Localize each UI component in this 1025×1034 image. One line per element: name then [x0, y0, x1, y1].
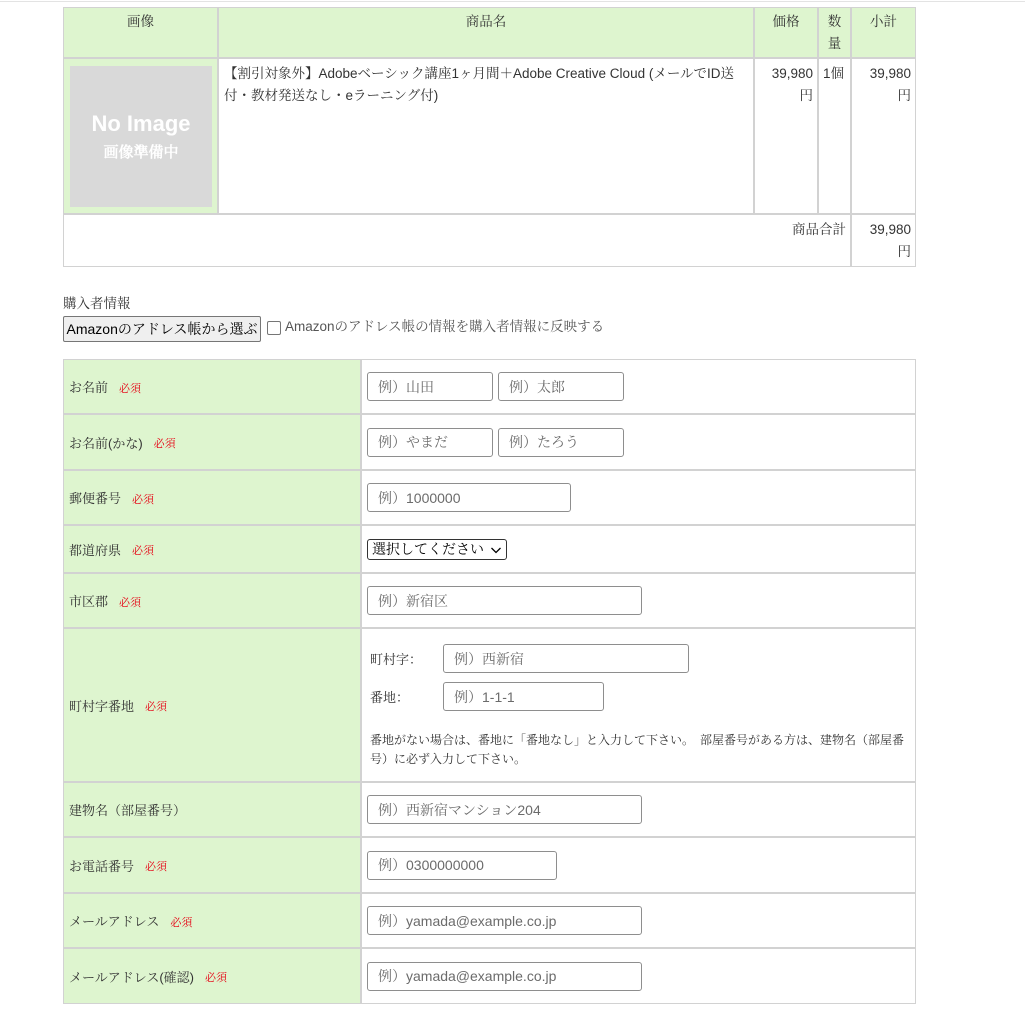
product-subtotal: [852, 59, 915, 213]
buyer-form: [63, 359, 916, 1004]
zip-input[interactable]: [367, 483, 571, 512]
city-label-cell: [64, 574, 360, 627]
cart-total-unit: 円: [897, 244, 911, 259]
chevron-down-icon: [490, 545, 502, 555]
required-badge: 必須: [205, 972, 228, 984]
amazon-reflect-checkbox-label[interactable]: Amazonのアドレス帳の情報を購入者情報に反映する: [285, 319, 605, 334]
required-badge: 必須: [132, 493, 155, 506]
phone-label: お電話番号: [69, 858, 135, 874]
city-label: 市区郡: [69, 594, 109, 609]
no-image-text: No Image: [91, 110, 191, 136]
no-image-subtext: 画像準備中: [103, 143, 179, 161]
amazon-address-book-button[interactable]: Amazonのアドレス帳から選ぶ: [63, 316, 261, 342]
name-input-cell: [362, 360, 915, 413]
required-badge: 必須: [153, 438, 176, 450]
cart-header-image: 画像: [64, 8, 217, 57]
kana-input-cell: [362, 415, 915, 469]
zip-label-cell: [64, 471, 360, 524]
address-label-cell: [64, 629, 360, 781]
required-badge: 必須: [170, 916, 193, 929]
top-divider: [0, 1, 1025, 2]
first-name-input[interactable]: [498, 372, 624, 401]
address-input-cell: [362, 629, 915, 781]
last-name-kana-input[interactable]: [367, 428, 493, 457]
email-confirm-label-cell: [64, 949, 360, 1003]
last-name-input[interactable]: [367, 372, 493, 401]
prefecture-label-cell: [64, 526, 360, 572]
email-confirm-input-cell: [362, 949, 915, 1003]
cart-header-subtotal: 小計: [852, 8, 915, 57]
phone-input-cell: [362, 838, 915, 892]
required-badge: 必須: [119, 382, 142, 395]
product-name: 【割引対象外】Adobeベーシック講座1ヶ月間＋Adobe Creative Cloud (メールでID送付・教材発送なし・eラーニング付): [219, 59, 753, 213]
block-input[interactable]: [443, 682, 604, 711]
no-image-placeholder: [70, 66, 212, 207]
address-label: 町村字番地: [69, 698, 135, 714]
cart-total-label: 商品合計: [64, 215, 850, 266]
required-badge: 必須: [119, 596, 142, 609]
amazon-reflect-checkbox[interactable]: [267, 321, 281, 335]
product-subtotal-unit: 円: [897, 88, 911, 103]
town-label: 町村字：: [370, 652, 423, 667]
email-input-cell: [362, 894, 915, 947]
building-label: 建物名（部屋番号）: [69, 803, 187, 818]
required-badge: 必須: [145, 701, 168, 713]
kana-label: お名前(かな): [69, 435, 143, 451]
cart-header-name: 商品名: [219, 8, 753, 57]
building-input-cell: [362, 783, 915, 836]
block-label: 番地：: [370, 690, 410, 705]
prefecture-label: 都道府県: [69, 542, 122, 558]
cart-header-price: 価格: [755, 8, 817, 57]
product-image-cell: [64, 59, 217, 213]
cart-header-qty: 数量: [819, 8, 850, 57]
phone-input[interactable]: [367, 851, 557, 880]
product-subtotal-value: 39,980: [869, 66, 911, 81]
phone-label-cell: [64, 838, 360, 892]
product-price: [755, 59, 817, 213]
required-badge: 必須: [145, 861, 168, 873]
prefecture-input-cell: [362, 526, 915, 572]
block-row: [370, 682, 915, 711]
zip-label: 郵便番号: [69, 491, 122, 506]
kana-label-cell: [64, 415, 360, 469]
building-label-cell: [64, 783, 360, 836]
prefecture-select-value: 選択してください: [372, 541, 484, 557]
name-label: お名前: [69, 380, 109, 395]
zip-input-cell: [362, 471, 915, 524]
town-row: [370, 644, 915, 673]
required-badge: 必須: [132, 545, 155, 557]
city-input[interactable]: [367, 586, 642, 615]
email-confirm-label: メールアドレス(確認): [69, 969, 195, 985]
name-label-cell: [64, 360, 360, 413]
email-input[interactable]: [367, 906, 642, 935]
address-note: 番地がない場合は、番地に「番地なし」と入力して下さい。 部屋番号がある方は、建物名（部屋番号）に必ず入力して下さい。: [370, 733, 905, 766]
cart-total-value: 39,980: [869, 222, 911, 237]
email-label-cell: [64, 894, 360, 947]
product-price-unit: 円: [799, 88, 813, 103]
first-name-kana-input[interactable]: [498, 428, 624, 457]
city-input-cell: [362, 574, 915, 627]
email-label: メールアドレス: [69, 914, 160, 929]
product-price-value: 39,980: [771, 66, 813, 81]
email-confirm-input[interactable]: [367, 962, 642, 991]
cart-total: [852, 215, 915, 266]
cart-table: [63, 7, 916, 267]
buyer-section-title: 購入者情報: [63, 296, 131, 311]
building-input[interactable]: [367, 795, 642, 824]
product-qty: 1個: [819, 59, 850, 213]
prefecture-select[interactable]: [367, 539, 507, 560]
town-input[interactable]: [443, 644, 689, 673]
